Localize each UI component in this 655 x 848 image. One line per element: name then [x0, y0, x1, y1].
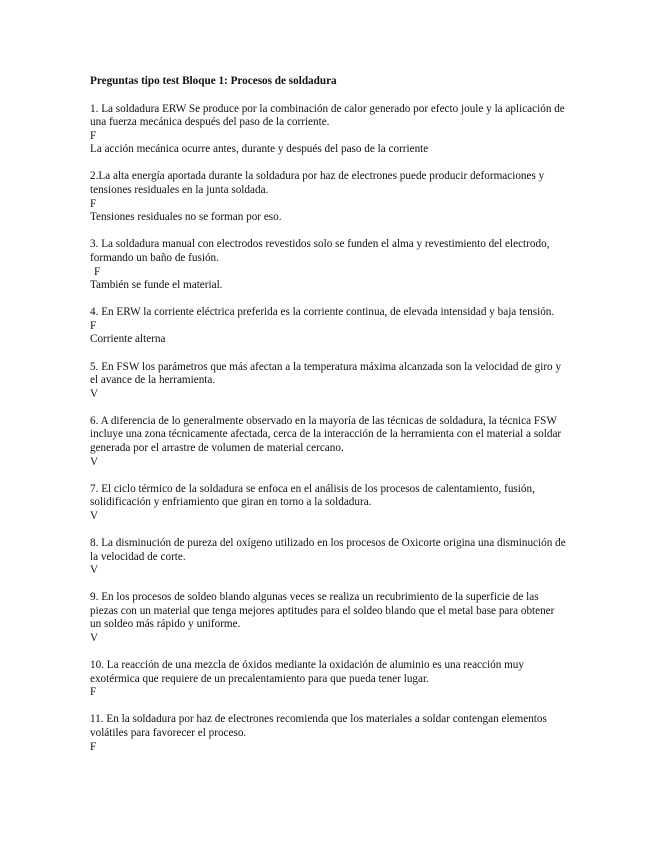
question-text: 9. En los procesos de soldeo blando algunas veces se realiza un recubrimiento de la superficie de las piezas con un material que tenga mejores aptitudes para el soldeo blando que el metal base para obtener un soldeo más rápido y uniforme. [90, 591, 555, 631]
question-item [90, 238, 568, 292]
question-item [90, 713, 568, 754]
question-text: 10. La reacción de una mezcla de óxidos mediante la oxidación de aluminio es una reacción muy exotérmica que requiere de un precalentamiento para que pueda tener lugar. [90, 659, 524, 685]
question-item [90, 659, 568, 700]
question-answer: F [94, 265, 101, 278]
question-answer: V [90, 632, 99, 644]
question-answer: V [90, 455, 99, 468]
question-item [90, 361, 568, 402]
document-page [90, 75, 568, 768]
question-item [90, 415, 568, 469]
question-note: Tensiones residuales no se forman por eso. [90, 211, 282, 224]
question-answer: F [90, 319, 97, 332]
question-answer: F [90, 197, 97, 210]
question-note: La acción mecánica ocurre antes, durante y después del paso de la corriente [90, 143, 429, 156]
question-answer: F [90, 740, 97, 753]
question-answer: V [90, 387, 99, 400]
question-item [90, 537, 568, 578]
question-answer: V [90, 509, 99, 522]
question-item [90, 306, 568, 347]
document-title: Preguntas tipo test Bloque 1: Procesos de soldadura [90, 75, 337, 87]
question-answer: F [90, 686, 97, 699]
question-answer: V [90, 564, 99, 577]
question-note: Corriente alterna [90, 333, 166, 346]
question-text: 5. En FSW los parámetros que más afectan a la temperatura máxima alcanzada son la velocidad de giro y el avance de la herramienta. [90, 360, 562, 387]
question-text: 1. La soldadura ERW Se produce por la combinación de calor generado por efecto joule y la aplicación de una fuerza mecánica después del paso de la corriente. [90, 102, 565, 129]
question-text: 7. El ciclo térmico de la soldadura se enfoca en el análisis de los procesos de calentamiento, fusión, solidificación y enfriamiento que giran en torno a la soldadura. [90, 482, 535, 509]
question-note: También se funde el material. [90, 279, 223, 292]
question-text: 8. La disminución de pureza del oxígeno utilizado en los procesos de Oxicorte origina una disminución de la velocidad de corte. [90, 536, 566, 563]
question-item [90, 591, 568, 645]
question-text: 11. En la soldadura por haz de electrones recomienda que los materiales a soldar contengan elementos volátiles para favorecer el proceso. [90, 713, 547, 739]
question-text: 6. A diferencia de lo generalmente observado en la mayoría de las técnicas de soldadura, la técnica FSW incluye una zona técnicamente afectada, cerca de la interacción de la herramienta con el material a soldar generada por el arrastre de volumen de material cercano. [90, 414, 562, 454]
question-item [90, 103, 568, 157]
question-text: 4. En ERW la corriente eléctrica preferida es la corriente continua, de elevada intensidad y baja tensión. [90, 306, 555, 319]
question-text: 3. La soldadura manual con electrodos revestidos solo se funden el alma y revestimiento del electrodo, formando un baño de fusión. [90, 238, 550, 264]
question-item [90, 170, 568, 224]
question-text: 2.La alta energía aportada durante la soldadura por haz de electrones puede producir deformaciones y tensiones residuales en la junta soldada. [90, 170, 545, 197]
question-answer: F [90, 129, 97, 142]
question-item [90, 483, 568, 524]
